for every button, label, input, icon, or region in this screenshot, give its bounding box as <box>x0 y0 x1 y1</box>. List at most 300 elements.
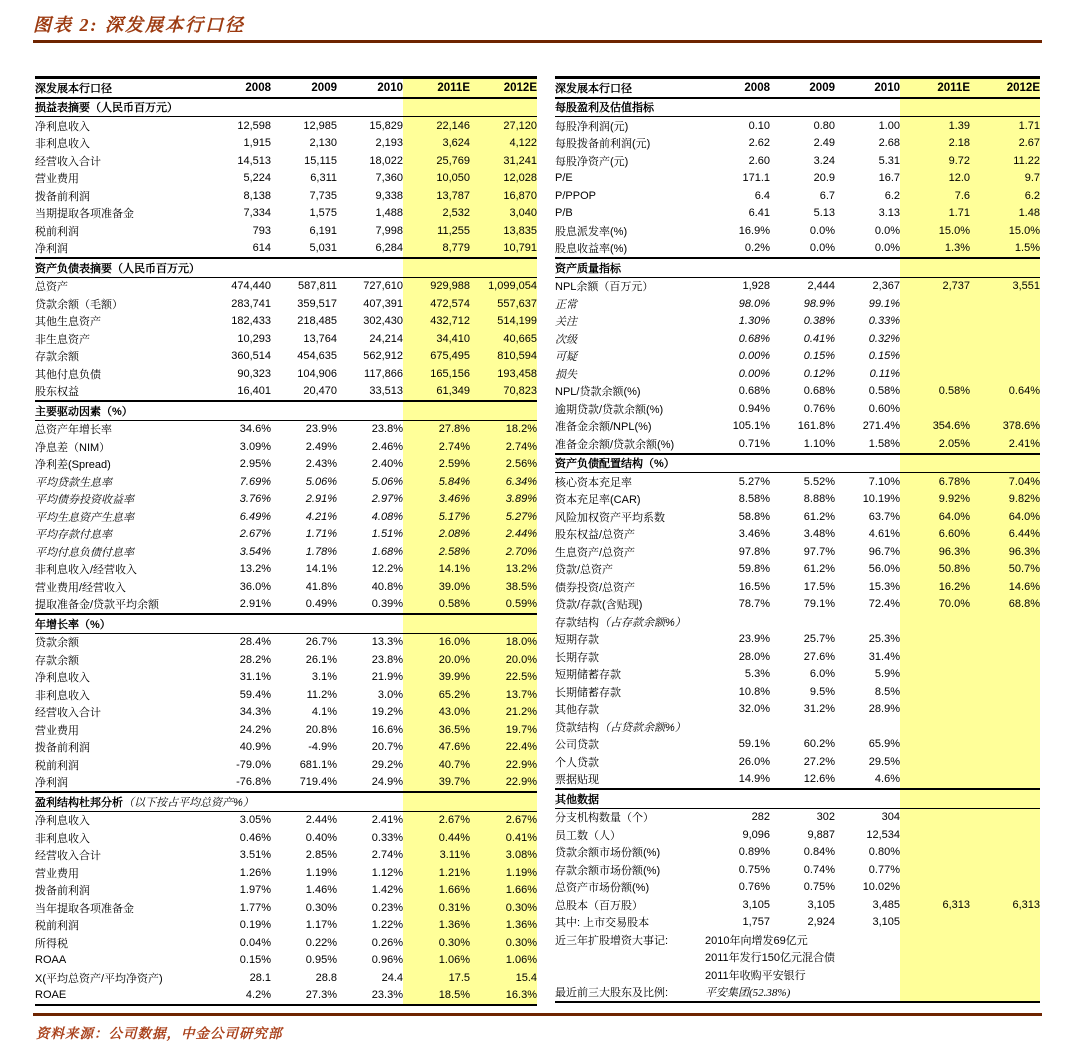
value-cell: 4.1% <box>311 706 337 719</box>
value-cell: 12.0 <box>900 170 970 188</box>
value-cell <box>970 313 1040 331</box>
value-cell: 6.0% <box>809 668 835 681</box>
section-highlight-cell <box>470 98 537 117</box>
table-row <box>555 844 1040 862</box>
value-cell: 6.2 <box>970 187 1040 205</box>
value-cell: 7,360 <box>375 172 403 185</box>
value-cell: 34,410 <box>403 330 470 348</box>
value-cell: 23.9% <box>738 633 770 646</box>
financial-table-right <box>555 76 1040 1003</box>
section-title: 损益表摘要（人民币百万元） <box>35 98 403 117</box>
value-cell: 11,255 <box>403 222 470 240</box>
value-cell: 58.8% <box>738 510 770 523</box>
value-cell: 3.13 <box>878 207 900 220</box>
row-label: 存款余额市场份额(%) <box>555 864 661 877</box>
value-cell: 60.2% <box>803 738 835 751</box>
value-cell: 3,485 <box>872 898 900 911</box>
value-cell: 1.39 <box>900 117 970 135</box>
value-cell: 26.7% <box>305 636 337 649</box>
value-cell: 2.67% <box>403 811 470 829</box>
value-cell: 10.8% <box>738 685 770 698</box>
row-label: 当年提取各项准备金 <box>35 902 134 915</box>
table-row <box>555 473 1040 491</box>
row-label: 拨备前利润 <box>35 885 90 898</box>
row-label: 净利息收入 <box>35 672 90 685</box>
value-cell: 0.30% <box>470 899 537 917</box>
table-row <box>35 917 537 935</box>
value-cell: 5.27% <box>470 508 537 526</box>
row-label: 其他存款 <box>555 704 599 717</box>
value-cell: 61.2% <box>803 510 835 523</box>
highlight-cell <box>900 966 970 984</box>
value-cell <box>970 753 1040 771</box>
table-row <box>35 829 537 847</box>
row-label: 营业费用 <box>35 867 79 880</box>
value-cell: 2.60 <box>748 154 770 167</box>
value-cell: 2.74% <box>371 849 403 862</box>
row-label: 净息差（NIM） <box>35 441 111 454</box>
table-row <box>555 418 1040 436</box>
value-cell <box>900 400 970 418</box>
value-cell: 3,105 <box>807 898 835 911</box>
table-row <box>555 966 1040 984</box>
value-cell: 793 <box>252 224 271 237</box>
value-cell: -4.9% <box>308 741 337 754</box>
value-cell: 13.2% <box>470 561 537 579</box>
value-cell: 20.9 <box>813 172 835 185</box>
table-row <box>555 222 1040 240</box>
table-row <box>35 456 537 474</box>
value-cell: 360,514 <box>231 350 271 363</box>
row-label: 营业费用/经营收入 <box>35 581 127 594</box>
row-label: 短期储蓄存款 <box>555 669 621 682</box>
value-cell: 0.77% <box>868 863 900 876</box>
value-cell: 1.97% <box>239 884 271 897</box>
value-cell <box>900 330 970 348</box>
value-cell: 0.31% <box>403 899 470 917</box>
row-label: 公司贷款 <box>555 739 599 752</box>
value-cell: 13.3% <box>371 636 403 649</box>
row-label: 个人贷款 <box>555 756 599 769</box>
value-cell: 0.40% <box>305 831 337 844</box>
value-cell: 22.4% <box>470 739 537 757</box>
table-row <box>35 277 537 295</box>
value-cell: 16.9% <box>738 224 770 237</box>
highlight-cell <box>900 984 970 1003</box>
value-cell: 0.04% <box>239 936 271 949</box>
row-label: 总股本（百万股） <box>555 899 643 912</box>
value-cell: 2,367 <box>872 280 900 293</box>
value-cell: 681.1% <box>299 758 337 771</box>
value-cell: 1.22% <box>371 919 403 932</box>
table-row <box>555 348 1040 366</box>
value-cell: 2,532 <box>403 205 470 223</box>
row-label: 税前利润 <box>35 920 79 933</box>
value-cell: 0.49% <box>305 598 337 611</box>
section-highlight-cell <box>970 258 1040 277</box>
value-cell: 39.7% <box>403 774 470 793</box>
value-cell: 15,829 <box>369 119 403 132</box>
value-cell: 1,488 <box>375 207 403 220</box>
section-highlight-cell <box>970 454 1040 473</box>
value-cell: 3,105 <box>872 916 900 929</box>
value-cell: 38.5% <box>470 578 537 596</box>
section-title: 每股盈利及估值指标 <box>555 98 900 117</box>
value-cell: 0.59% <box>470 596 537 615</box>
highlight-cell <box>970 931 1040 949</box>
value-cell: 18,022 <box>369 154 403 167</box>
column-header-2009: 2009 <box>271 78 337 98</box>
value-cell: 13.7% <box>470 686 537 704</box>
section-header-row <box>35 98 537 117</box>
value-cell: 5.9% <box>874 668 900 681</box>
value-cell: 24,214 <box>369 332 403 345</box>
row-label: 贷款/总资产 <box>555 564 614 577</box>
value-cell: 1.12% <box>371 866 403 879</box>
value-cell: 3.54% <box>239 545 271 558</box>
value-cell: 3,105 <box>742 898 770 911</box>
value-cell: 7.6 <box>900 187 970 205</box>
value-cell: 0.33% <box>371 831 403 844</box>
value-cell: 182,433 <box>231 315 271 328</box>
section-header-row <box>35 614 537 633</box>
value-cell: 4.6% <box>874 773 900 786</box>
source-note: 资料来源：公司数据，中金公司研究部 <box>36 1026 283 1041</box>
value-cell: 2.68 <box>878 137 900 150</box>
value-cell: 1.68% <box>371 545 403 558</box>
value-cell: 0.46% <box>239 831 271 844</box>
value-cell: 0.84% <box>803 846 835 859</box>
value-cell: 2.44% <box>470 526 537 544</box>
value-cell: 22.5% <box>470 669 537 687</box>
section-highlight-cell <box>403 98 470 117</box>
value-cell: 64.0% <box>900 508 970 526</box>
value-cell: 65.9% <box>868 738 900 751</box>
value-cell: 8.88% <box>803 493 835 506</box>
row-label: 长期储蓄存款 <box>555 686 621 699</box>
value-cell: 31.2% <box>803 703 835 716</box>
value-cell: 0.2% <box>744 242 770 255</box>
value-cell: 27.2% <box>803 755 835 768</box>
row-label: 准备金余额/贷款余额(%) <box>555 438 675 451</box>
value-cell: 29.2% <box>371 758 403 771</box>
value-cell: 6.60% <box>900 526 970 544</box>
value-cell: 2,130 <box>309 137 337 150</box>
table-row <box>35 117 537 135</box>
value-cell: 0.19% <box>239 919 271 932</box>
value-cell: 99.1% <box>868 297 900 310</box>
value-cell: 3,040 <box>470 205 537 223</box>
value-cell: 161.8% <box>797 420 835 433</box>
value-cell: 47.6% <box>403 739 470 757</box>
table-row <box>555 435 1040 454</box>
value-cell: 98.0% <box>738 297 770 310</box>
highlight-cell <box>900 613 970 631</box>
value-cell <box>900 844 970 862</box>
value-cell: 472,574 <box>403 295 470 313</box>
value-cell: 40.7% <box>403 756 470 774</box>
table-row <box>555 365 1040 383</box>
row-label: 净利息收入 <box>35 120 90 133</box>
value-cell: 0.76% <box>803 402 835 415</box>
value-cell: 20.0% <box>403 651 470 669</box>
value-cell: 0.30% <box>305 901 337 914</box>
table-row <box>555 526 1040 544</box>
value-cell: 72.4% <box>868 598 900 611</box>
value-cell: 3.09% <box>239 440 271 453</box>
value-cell: 1.36% <box>470 917 537 935</box>
value-cell: 68.8% <box>970 596 1040 614</box>
row-label: 每股拨备前利润(元) <box>555 138 651 151</box>
table-row <box>555 613 1040 631</box>
value-cell: 6.49% <box>239 510 271 523</box>
value-cell: 61,349 <box>403 383 470 402</box>
table-row <box>35 561 537 579</box>
section-title: 资产负债表摘要（人民币百万元） <box>35 258 403 277</box>
row-label: 每股净资产(元) <box>555 155 629 168</box>
table-row <box>555 861 1040 879</box>
value-cell: 23.3% <box>337 987 403 1006</box>
value-cell: 39.0% <box>403 578 470 596</box>
table-row <box>555 914 1040 932</box>
table-row <box>555 330 1040 348</box>
column-header-2012E: 2012E <box>970 78 1040 98</box>
value-cell: 28.9% <box>868 703 900 716</box>
section-highlight-cell <box>900 98 970 117</box>
value-cell: 7,998 <box>375 224 403 237</box>
value-cell: 22.9% <box>470 756 537 774</box>
section-header-row <box>35 258 537 277</box>
value-cell: 32.0% <box>738 703 770 716</box>
value-cell <box>900 701 970 719</box>
value-cell: 354.6% <box>900 418 970 436</box>
value-cell <box>900 861 970 879</box>
row-label: 非利息收入 <box>35 689 90 702</box>
value-cell: 1.5% <box>970 240 1040 259</box>
value-cell: 59.4% <box>239 688 271 701</box>
row-label: 股东权益/总资产 <box>555 529 636 542</box>
figure-title: 图表 2: 深发展本行口径 <box>33 15 245 35</box>
value-cell: 12,985 <box>303 119 337 132</box>
value-cell: 0.64% <box>970 383 1040 401</box>
value-cell: 8.58% <box>738 493 770 506</box>
row-label: 总资产市场份额(%) <box>555 882 650 895</box>
column-header-2011E: 2011E <box>900 78 970 98</box>
row-label: NPL/贷款余额(%) <box>555 386 641 399</box>
value-cell: 2.43% <box>305 458 337 471</box>
value-cell: 70.0% <box>900 596 970 614</box>
value-cell: 1.3% <box>900 240 970 259</box>
value-cell: 171.1 <box>742 172 770 185</box>
value-cell: 3.46% <box>738 528 770 541</box>
value-cell: 0.00% <box>738 367 770 380</box>
value-cell: 9.7 <box>970 170 1040 188</box>
value-cell: 7.04% <box>970 473 1040 491</box>
value-cell: 28.4% <box>239 636 271 649</box>
table-row <box>35 864 537 882</box>
row-label: 所得税 <box>35 937 68 950</box>
value-cell: 1.06% <box>403 952 470 970</box>
value-cell: 25.7% <box>803 633 835 646</box>
table-row <box>35 633 537 651</box>
title-rule <box>33 40 1042 43</box>
row-label: 贷款余额市场份额(%) <box>555 847 661 860</box>
row-label: 拨备前利润 <box>35 190 90 203</box>
value-cell <box>900 631 970 649</box>
value-cell: 12.2% <box>371 563 403 576</box>
value-cell: 0.60% <box>868 402 900 415</box>
row-label: 平均付息负债付息率 <box>35 546 134 559</box>
value-cell: 18.5% <box>403 987 470 1006</box>
value-cell: 2,737 <box>900 277 970 295</box>
section-header-row <box>35 792 537 811</box>
value-cell: 5.27% <box>738 475 770 488</box>
value-cell: 454,635 <box>297 350 337 363</box>
value-cell: 34.3% <box>239 706 271 719</box>
value-cell: 3.48% <box>803 528 835 541</box>
value-cell: 0.00% <box>738 350 770 363</box>
value-cell: 0.41% <box>803 332 835 345</box>
section-highlight-cell <box>470 792 537 811</box>
value-cell: 0.74% <box>803 863 835 876</box>
value-cell: 3.05% <box>239 814 271 827</box>
row-label: P/PPOP <box>555 189 596 202</box>
row-label: 其他付息负债 <box>35 368 101 381</box>
value-cell: 15.3% <box>868 580 900 593</box>
value-cell: 719.4% <box>299 776 337 789</box>
row-label: 核心资本充足率 <box>555 476 632 489</box>
section-title: 资产质量指标 <box>555 258 900 277</box>
value-cell: 1.77% <box>239 901 271 914</box>
value-cell: 0.33% <box>868 315 900 328</box>
column-header-2009: 2009 <box>770 78 835 98</box>
value-cell: 0.15% <box>868 350 900 363</box>
value-cell: 28.2% <box>239 653 271 666</box>
value-cell <box>970 400 1040 418</box>
value-cell: 105.1% <box>732 420 770 433</box>
table-row <box>35 420 537 438</box>
section-highlight-cell <box>470 401 537 420</box>
subsection-label: 贷款结构（占贷款余额%） <box>555 721 686 734</box>
row-label: 生息资产/总资产 <box>555 546 636 559</box>
value-cell <box>970 365 1040 383</box>
value-cell: 614 <box>252 242 271 255</box>
value-cell: 16,870 <box>470 187 537 205</box>
value-cell: 1.10% <box>803 437 835 450</box>
value-cell <box>900 313 970 331</box>
value-cell <box>970 701 1040 719</box>
table-row <box>35 721 537 739</box>
value-cell: 10,050 <box>403 170 470 188</box>
value-cell: 1.06% <box>470 952 537 970</box>
value-cell: 810,594 <box>470 348 537 366</box>
value-cell <box>970 295 1040 313</box>
row-label: 票据贴现 <box>555 774 599 787</box>
value-cell: 15.4 <box>470 969 537 987</box>
value-cell: 40.9% <box>239 741 271 754</box>
section-header-row <box>555 789 1040 808</box>
value-cell: 3,551 <box>970 277 1040 295</box>
value-cell: 15,115 <box>304 154 337 167</box>
value-cell: 0.0% <box>809 242 835 255</box>
value-cell: 2.18 <box>900 135 970 153</box>
value-cell: 474,440 <box>231 280 271 293</box>
value-cell: 10,293 <box>237 332 271 345</box>
table-row <box>555 295 1040 313</box>
row-label: 风险加权资产平均系数 <box>555 511 665 524</box>
value-cell: 0.68% <box>738 332 770 345</box>
value-cell: 165,156 <box>403 365 470 383</box>
value-cell: 675,495 <box>403 348 470 366</box>
value-cell: 1.71 <box>970 117 1040 135</box>
value-cell: 15.0% <box>970 222 1040 240</box>
value-cell: 6,313 <box>970 896 1040 914</box>
row-label: NPL余额（百万元） <box>555 281 654 294</box>
row-label: P/E <box>555 172 573 185</box>
value-cell: 96.7% <box>868 545 900 558</box>
section-highlight-cell <box>900 454 970 473</box>
value-cell: 5.3% <box>744 668 770 681</box>
row-label: 平均债券投资收益率 <box>35 494 134 507</box>
value-cell: 587,811 <box>298 280 337 293</box>
value-cell: 117,866 <box>364 367 403 380</box>
value-cell: 6.78% <box>900 473 970 491</box>
row-label: 最近前三大股东及比例: <box>555 984 705 1003</box>
value-cell: 14,513 <box>237 154 271 167</box>
value-cell: 359,517 <box>297 297 337 310</box>
value-cell: 13.2% <box>239 563 271 576</box>
value-cell: 3,624 <box>403 135 470 153</box>
table-row <box>35 774 537 793</box>
table-row <box>35 383 537 402</box>
table-row <box>555 896 1040 914</box>
value-cell: 1.30% <box>738 315 770 328</box>
value-cell <box>970 826 1040 844</box>
value-cell: 31.4% <box>868 650 900 663</box>
value-cell <box>900 914 970 932</box>
table-row <box>555 117 1040 135</box>
row-label: 存款余额 <box>35 351 79 364</box>
value-cell: 104,906 <box>297 367 337 380</box>
section-highlight-cell <box>403 258 470 277</box>
column-header-2010: 2010 <box>337 78 403 98</box>
value-cell: 9,887 <box>807 828 835 841</box>
value-cell: 1.00 <box>878 119 900 132</box>
value-cell: 6,313 <box>900 896 970 914</box>
row-label: 债券投资/总资产 <box>555 581 636 594</box>
value-cell: 0.30% <box>403 934 470 952</box>
value-cell: 0.76% <box>738 881 770 894</box>
value-cell: 0.89% <box>738 846 770 859</box>
row-label: 税前利润 <box>35 759 79 772</box>
value-cell: 2.08% <box>403 526 470 544</box>
value-cell: 2.97% <box>371 493 403 506</box>
value-cell: 97.7% <box>803 545 835 558</box>
value-cell: 2.74% <box>403 438 470 456</box>
value-cell: 63.7% <box>868 510 900 523</box>
value-cell: 1.48 <box>970 205 1040 223</box>
table-row <box>555 984 1040 1003</box>
value-cell: 0.58% <box>868 385 900 398</box>
value-cell <box>970 736 1040 754</box>
table-row <box>35 187 537 205</box>
value-cell: 17.5% <box>803 580 835 593</box>
value-cell: 2.95% <box>239 458 271 471</box>
table-row <box>35 987 537 1006</box>
value-cell: 0.75% <box>803 881 835 894</box>
table-row <box>555 931 1040 949</box>
value-cell: 10.19% <box>862 493 900 506</box>
